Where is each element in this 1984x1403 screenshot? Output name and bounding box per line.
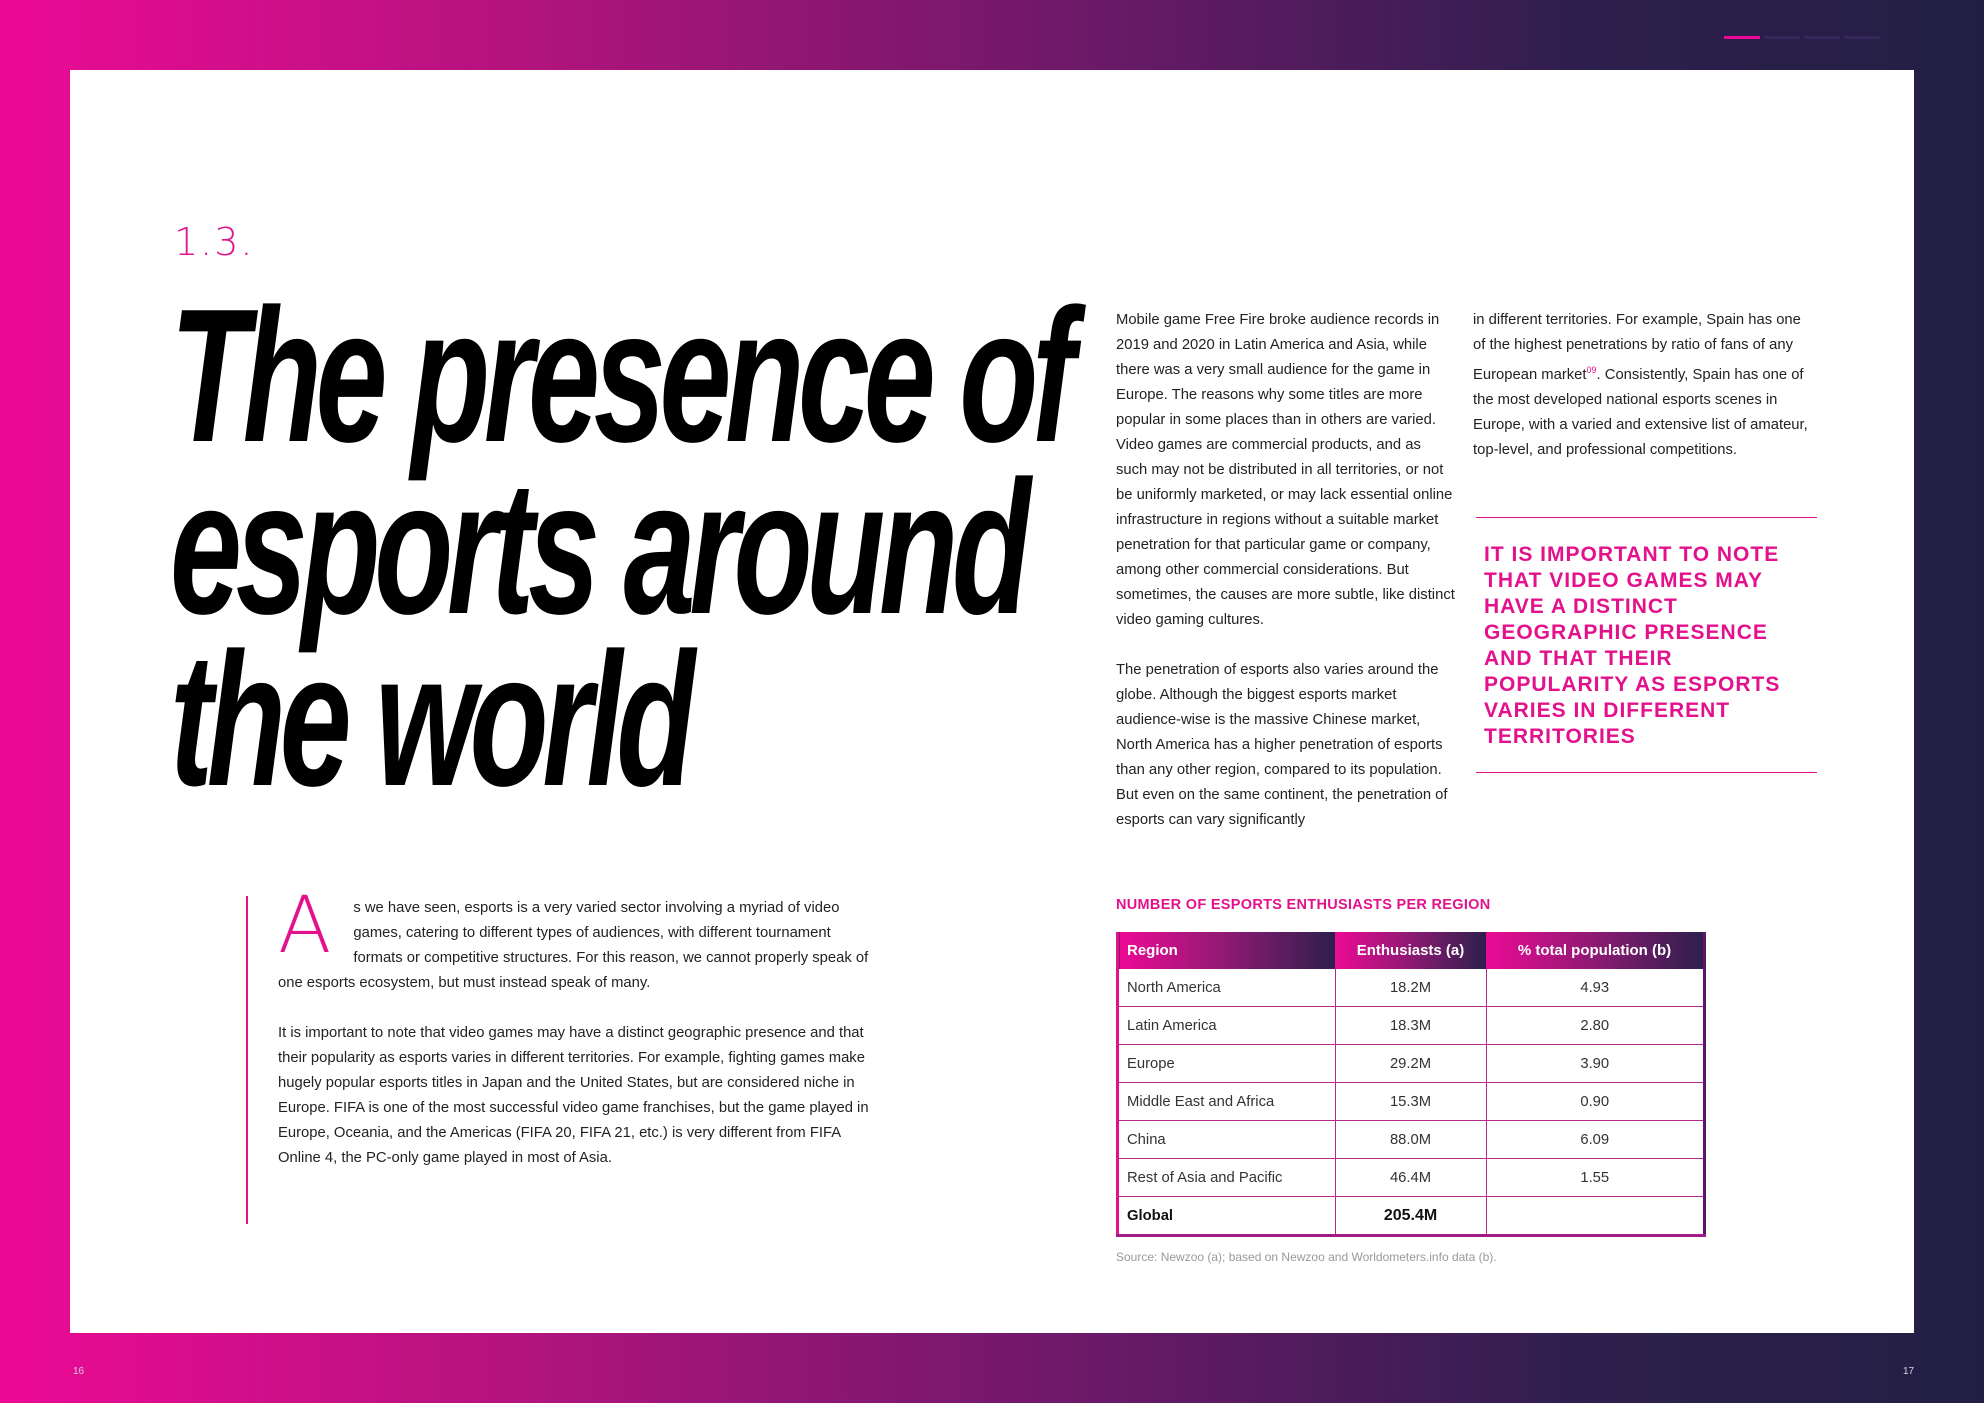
progress-segment: [1844, 36, 1880, 39]
table-row: [1118, 1007, 1705, 1045]
title-line: esports around: [170, 442, 1025, 654]
cell-region: Global: [1118, 1197, 1336, 1236]
cell-enthusiasts: 205.4M: [1335, 1197, 1486, 1236]
column-header: % total population (b): [1486, 932, 1705, 969]
body-column-2: [1473, 308, 1813, 488]
cell-percent: 1.55: [1486, 1159, 1705, 1197]
table-row: [1118, 969, 1705, 1007]
table-total-row: [1118, 1197, 1705, 1236]
table-header-row: [1118, 932, 1705, 969]
body-paragraph: Mobile game Free Fire broke audience records in 2019 and 2020 in Latin America and Asia, while there was a very small audience for the game in Europe. The reasons why some titles are more popular in some places than in others are varied. Video games are commercial products, and as such may not be distributed in all territories, or not be uniformly marketed, or may lack essential online infrastructure in regions without a suitable market penetration for that particular game or company, among other commercial considerations. But sometimes, the causes are more subtle, like distinct video gaming cultures.: [1116, 312, 1455, 628]
table-title: NUMBER OF ESPORTS ENTHUSIASTS PER REGION: [1116, 897, 1491, 913]
cell-region: Europe: [1118, 1045, 1336, 1083]
body-column-1: [1116, 308, 1456, 858]
column-header: Enthusiasts (a): [1335, 932, 1486, 969]
cell-enthusiasts: 15.3M: [1335, 1083, 1486, 1121]
cell-region: China: [1118, 1121, 1336, 1159]
footnote-ref[interactable]: 09: [1586, 365, 1597, 375]
cell-percent: 0.90: [1486, 1083, 1705, 1121]
cell-enthusiasts: 88.0M: [1335, 1121, 1486, 1159]
table-row: [1118, 1159, 1705, 1197]
intro-block: [246, 881, 878, 1224]
table-row: [1118, 1083, 1705, 1121]
page-title: [170, 270, 1070, 826]
cell-percent: 6.09: [1486, 1121, 1705, 1159]
cell-region: Rest of Asia and Pacific: [1118, 1159, 1336, 1197]
cell-enthusiasts: 29.2M: [1335, 1045, 1486, 1083]
body-text: in different territories. For example, Spain has one of the highest penetrations by ratio of fans of any European market: [1473, 312, 1801, 383]
page-spread: [70, 70, 1914, 1333]
cell-region: Middle East and Africa: [1118, 1083, 1336, 1121]
body-paragraph: [1473, 308, 1813, 463]
cell-enthusiasts: 18.2M: [1335, 969, 1486, 1007]
progress-segment: [1804, 36, 1840, 39]
cell-percent: 4.93: [1486, 969, 1705, 1007]
intro-text: s we have seen, esports is a very varied sector involving a myriad of video games, catering to different types of audiences, with different tournament formats or competitive structures. For this reason, we cannot properly speak of one esports ecosystem, but must instead speak of many.: [278, 900, 869, 991]
body-paragraph: The penetration of esports also varies around the globe. Although the biggest esports market audience-wise is the massive Chinese market, North America has a higher penetration of esports than any other region, compared to its population. But even on the same continent, the penetration of esports can vary significantly: [1116, 662, 1448, 828]
title-line: The presence of: [170, 270, 1070, 482]
column-header: Region: [1118, 932, 1336, 969]
cell-percent: 2.80: [1486, 1007, 1705, 1045]
table-row: [1118, 1121, 1705, 1159]
progress-segment: [1764, 36, 1800, 39]
body-text: . Consistently, Spain has one of the most developed national esports scenes in Europe, with a varied and extensive list of amateur, top-level, and professional competitions.: [1473, 366, 1808, 458]
cell-enthusiasts: 18.3M: [1335, 1007, 1486, 1045]
cell-region: Latin America: [1118, 1007, 1336, 1045]
pull-quote: IT IS IMPORTANT TO NOTE THAT VIDEO GAMES MAY HAVE A DISTINCT GEOGRAPHIC PRESENCE AND THAT THEIR POPULARITY AS ESPORTS VARIES IN DIFFERENT TERRITORIES: [1476, 517, 1817, 773]
enthusiasts-table: [1116, 932, 1706, 1237]
cell-enthusiasts: 46.4M: [1335, 1159, 1486, 1197]
drop-cap: A: [278, 881, 332, 971]
cell-region: North America: [1118, 969, 1336, 1007]
page-number-left: 16: [73, 1366, 85, 1377]
section-number: 1.3.: [174, 220, 255, 264]
cell-percent: 3.90: [1486, 1045, 1705, 1083]
intro-paragraph-2: It is important to note that video games may have a distinct geographic presence and that their popularity as esports varies in different territories. For example, fighting games make hugely popular esports titles in Japan and the United States, but are considered niche in Europe. FIFA is one of the most successful video game franchises, but the game played in Europe, Oceania, and the Americas (FIFA 20, FIFA 21, etc.) is very different from FIFA Online 4, the PC-only game played in most of Asia.: [278, 1025, 869, 1166]
table-source: Source: Newzoo (a); based on Newzoo and Worldometers.info data (b).: [1116, 1250, 1497, 1264]
intro-paragraph: [278, 881, 878, 996]
table-row: [1118, 1045, 1705, 1083]
cell-percent: [1486, 1197, 1705, 1236]
page-number-right: 17: [1903, 1366, 1915, 1377]
title-line: the world: [170, 614, 690, 826]
progress-segment-active: [1724, 36, 1760, 39]
progress-indicator: [1724, 36, 1880, 39]
